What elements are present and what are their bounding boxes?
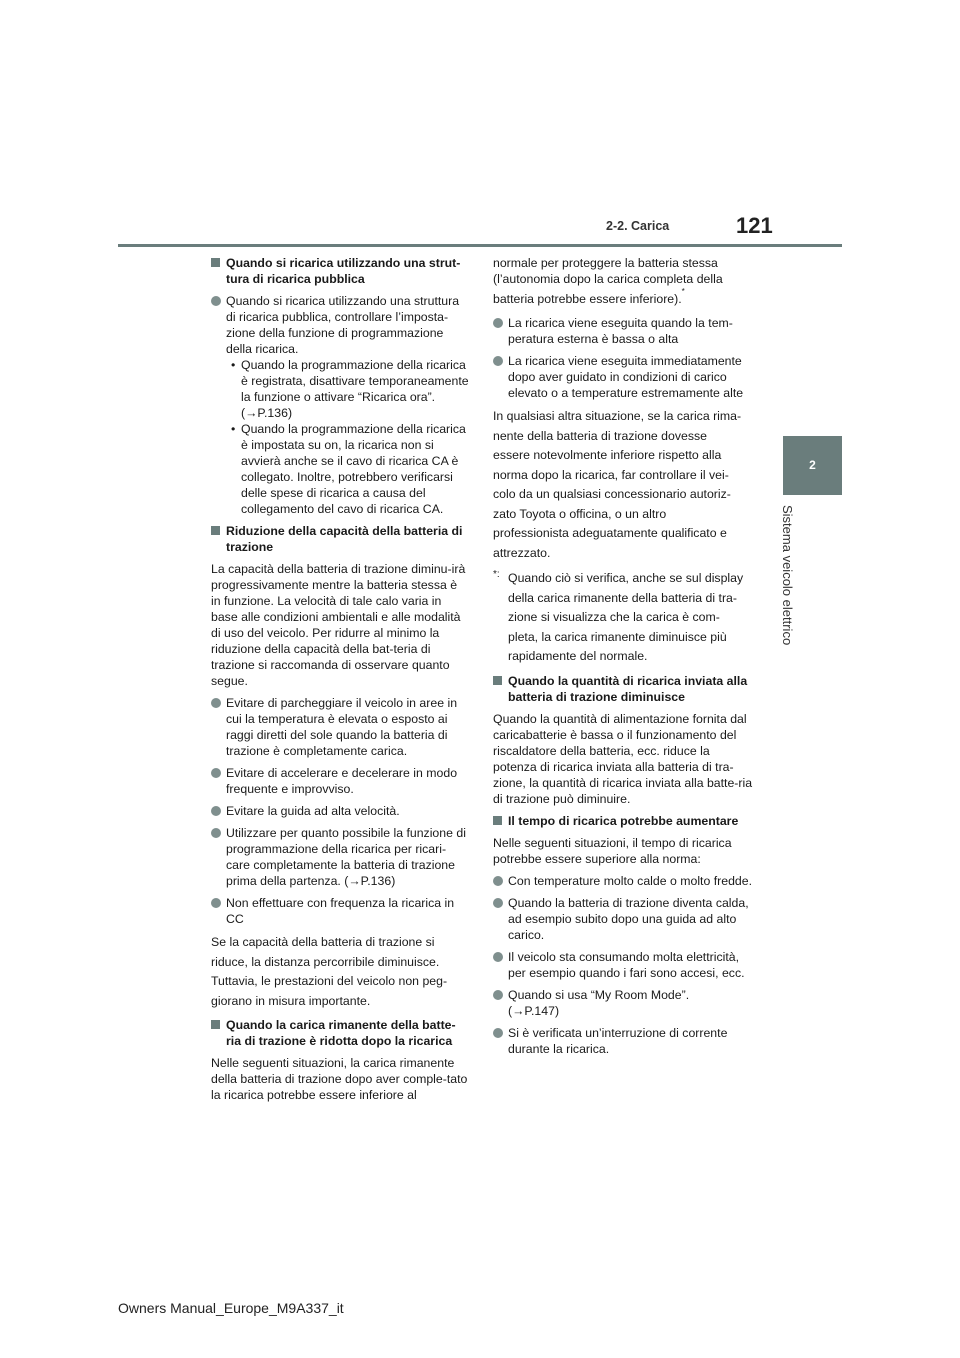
bullet-icon xyxy=(493,356,503,366)
text-line: In qualsiasi altra situazione, se la carica rima- xyxy=(493,409,742,423)
bullet-icon xyxy=(493,876,503,886)
section-title: 2-2. Carica xyxy=(606,219,670,233)
text-line: pleta, la carica rimanente diminuisce più xyxy=(508,629,727,644)
list-item xyxy=(493,895,755,943)
text: batteria potrebbe essere inferiore). xyxy=(493,292,682,306)
list-item-text: La ricarica viene eseguita quando la tem-peratura esterna è bassa o alta xyxy=(508,316,733,346)
sub-item xyxy=(226,357,469,421)
header-rule xyxy=(118,244,842,247)
paragraph xyxy=(211,933,469,1011)
text-line: giorano in misura importante. xyxy=(211,993,371,1008)
bullet-icon xyxy=(211,768,221,778)
list-item xyxy=(211,765,469,797)
text-line: attrezzato. xyxy=(493,545,551,560)
bullet-icon xyxy=(211,698,221,708)
bullet-icon xyxy=(493,1028,503,1038)
paragraph: Nelle seguenti situazioni, il tempo di ricarica potrebbe essere superiore alla norma: xyxy=(493,835,732,866)
bullet-icon xyxy=(211,296,221,306)
text-line: riduce, la distanza percorribile diminuisce. xyxy=(211,954,440,969)
text-line: essere notevolmente inferiore rispetto alla xyxy=(493,448,722,462)
right-column xyxy=(493,255,755,1063)
text-line: Se la capacità della batteria di trazione si xyxy=(211,935,435,949)
text: normale per proteggere la batteria stessa (l’autonomia dopo la carica completa della xyxy=(493,256,723,286)
list-item xyxy=(493,873,755,889)
paragraph xyxy=(493,407,755,563)
text-line: zato Toyota o officina, o un altro xyxy=(493,506,667,521)
text-line: colo da un qualsiasi concessionario autoriz- xyxy=(493,487,731,501)
heading-public-charging: Quando si ricarica utilizzando una strut-tura di ricarica pubblica xyxy=(211,255,469,287)
list-item xyxy=(493,315,755,347)
left-column xyxy=(211,255,469,1109)
list-item xyxy=(211,895,469,927)
page-number: 121 xyxy=(736,213,773,238)
bullet-icon xyxy=(211,898,221,908)
page-reference: (→P.147) xyxy=(508,1003,560,1018)
list-item-text: Quando si usa “My Room Mode”. xyxy=(508,987,690,1002)
chapter-label xyxy=(780,505,812,655)
text-line: nente della batteria di trazione dovesse xyxy=(493,428,707,443)
heading-low-remaining-charge: Quando la carica rimanente della batte-ria di trazione è ridotta dopo la ricarica xyxy=(211,1017,469,1049)
paragraph xyxy=(493,255,755,307)
list-item-text: Si è verificata un’interruzione di corrente durante la ricarica. xyxy=(508,1025,728,1056)
list-item-text: La ricarica viene eseguita immediatamente dopo aver guidato in condizioni di carico elevato o a temperature estremamente alte xyxy=(508,354,744,400)
footnote xyxy=(493,569,755,667)
list-item-text: Evitare la guida ad alta velocità. xyxy=(226,804,400,818)
bullet-icon xyxy=(493,990,503,1000)
list-item xyxy=(493,1025,755,1057)
list-item-text: Evitare di parcheggiare il veicolo in aree in cui la temperatura è elevata o esposto ai raggi diretti del sole quando la batteria di trazione è completamente carica. xyxy=(226,696,458,758)
text-line: rapidamente del normale. xyxy=(508,649,648,663)
list-item-text: Evitare di accelerare e decelerare in modo frequente e improvviso. xyxy=(226,766,458,796)
bullet-icon xyxy=(211,828,221,838)
footnote-marker: * xyxy=(681,287,685,296)
list-item-text: Con temperature molto calde o molto fredde. xyxy=(508,873,753,888)
chapter-label-text: Sistema veicolo elettrico xyxy=(780,505,795,646)
sub-item: • Quando la programmazione della ricarica è impostata su on, la ricarica non si avvierà anche se il cavo di ricarica CA è collegato. Inoltre, potrebbero verificarsi delle spese di ricarica a causa del collegamento del cavo di ricarica CA. xyxy=(226,421,469,517)
footer-doc-id: Owners Manual_Europe_M9A337_it xyxy=(118,1300,344,1316)
bullet-icon xyxy=(493,318,503,328)
bullet-icon xyxy=(493,898,503,908)
paragraph: Nelle seguenti situazioni, la carica rimanente della batteria di trazione dopo aver comple-tato la ricarica potrebbe essere inferiore al xyxy=(211,1056,468,1102)
paragraph: La capacità della batteria di trazione diminu-irà progressivamente mentre la batteria stessa è in funzione. La velocità di tale calo varia in base alle condizioni ambientali e alle modalità di uso del veicolo. Per ridurre al minimo la riduzione della capacità della bat-teria di trazione si raccomanda di osservare quanto segue. xyxy=(211,562,466,688)
text-line: Quando ciò si verifica, anche se sul display xyxy=(508,571,744,585)
footnote-marker: *: xyxy=(493,569,500,580)
list-item xyxy=(211,803,469,819)
paragraph: Quando la quantità di alimentazione fornita dal caricabatterie è bassa o il funzionamento del riscaldatore della batteria, ecc. riduce la potenza di ricarica inviata alla batteria di tra-zione, la quantità di ricarica inviata alla batte-ria di trazione può diminuire. xyxy=(493,711,753,806)
heading-capacity-reduction: Riduzione della capacità della batteria di trazione xyxy=(211,523,469,555)
list-item xyxy=(493,353,755,401)
heading-charge-amount-decreases: Quando la quantità di ricarica inviata alla batteria di trazione diminuisce xyxy=(493,673,755,705)
list-item xyxy=(211,695,469,759)
list-item-text: Quando la batteria di trazione diventa calda, ad esempio subito dopo una guida ad alto carico. xyxy=(508,895,749,942)
bullet-icon xyxy=(493,952,503,962)
list-item-text: Il veicolo sta consumando molta elettricità, per esempio quando i fari sono accesi, ecc. xyxy=(508,949,745,980)
list-item-text: Quando si ricarica utilizzando una struttura di ricarica pubblica, controllare l’imposta-zione della funzione di programmazione della ricarica. xyxy=(226,294,460,356)
text-line: zione si visualizza che la carica è com- xyxy=(508,610,720,624)
list-item-text: Utilizzare per quanto possibile la funzione di programmazione della ricarica per ricari-care completamente la batteria di trazione prima della partenza. (→P.136) xyxy=(226,826,466,888)
heading-charging-time-increase: Il tempo di ricarica potrebbe aumentare xyxy=(493,813,755,829)
list-item-text: Non effettuare con frequenza la ricarica in CC xyxy=(226,896,455,926)
text-line: norma dopo la ricarica, far controllare il vei- xyxy=(493,467,729,482)
bullet-icon xyxy=(211,806,221,816)
list-item xyxy=(493,949,755,981)
sub-item-text: Quando la programmazione della ricarica è registrata, disattivare temporaneamente la funzione o attivare “Ricarica ora”. xyxy=(241,358,469,404)
list-item xyxy=(493,987,755,1019)
list-item xyxy=(211,293,469,517)
chapter-tab: 2 xyxy=(783,436,842,495)
text-line: professionista adeguatamente qualificato e xyxy=(493,526,727,540)
text-line: della carica rimanente della batteria di tra- xyxy=(508,590,737,605)
page-reference: (→P.136) xyxy=(241,406,293,420)
list-item xyxy=(211,825,469,889)
text-line: Tuttavia, le prestazioni del veicolo non peg- xyxy=(211,974,448,988)
